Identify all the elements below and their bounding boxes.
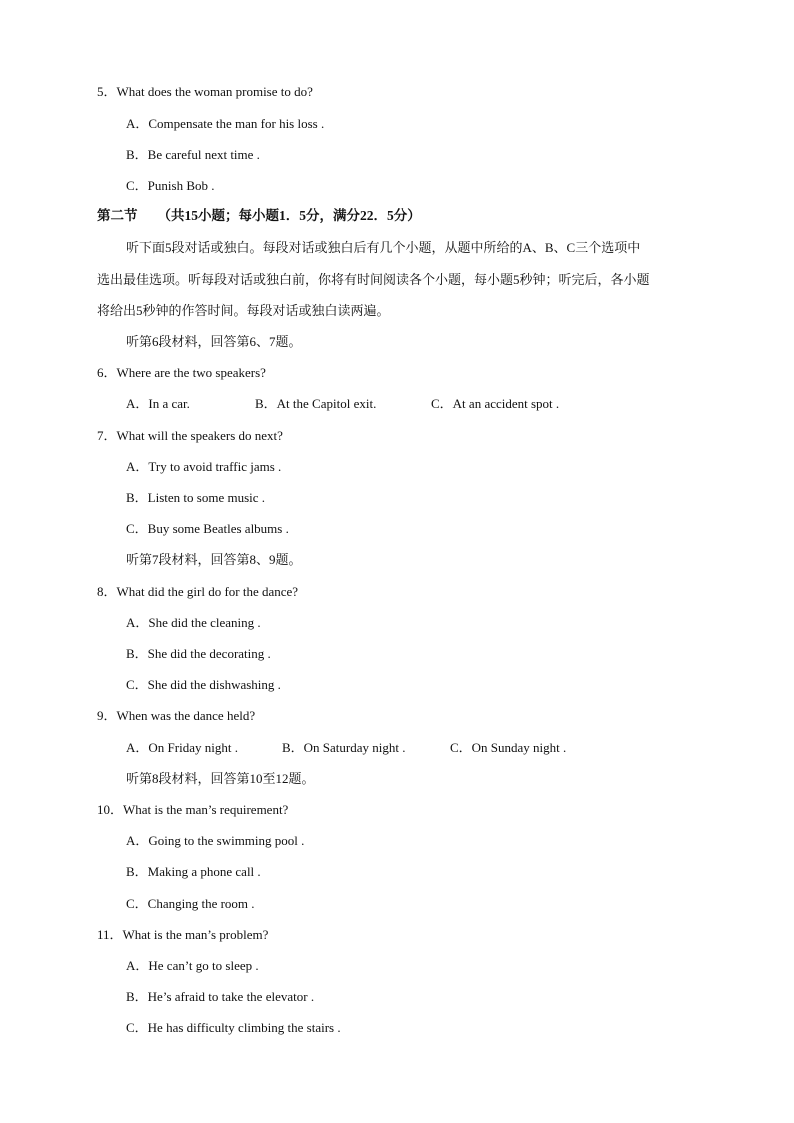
q6-option-b: B．At the Capitol exit. bbox=[255, 396, 377, 411]
q7-option-a: A．Try to avoid traffic jams . bbox=[126, 459, 282, 474]
question-11: 11．What is the man’s problem? bbox=[97, 927, 269, 942]
q11-option-a: A．He can’t go to sleep . bbox=[126, 958, 259, 973]
q8-option-b: B．She did the decorating . bbox=[126, 646, 271, 661]
material-8-heading: 听第8段材料，回答第10至12题。 bbox=[126, 771, 315, 786]
question-10: 10．What is the man’s requirement? bbox=[97, 802, 289, 817]
q10-option-c: C．Changing the room . bbox=[126, 896, 255, 911]
material-7-heading: 听第7段材料，回答第8、9题。 bbox=[126, 552, 302, 567]
q9-option-b: B．On Saturday night . bbox=[282, 740, 406, 755]
q7-option-c: C．Buy some Beatles albums . bbox=[126, 521, 289, 536]
q7-option-b: B．Listen to some music . bbox=[126, 490, 266, 505]
question-5: 5．What does the woman promise to do? bbox=[97, 84, 313, 99]
instructions-line-3: 将给出5秒钟的作答时间。每段对话或独白读两遍。 bbox=[97, 303, 390, 318]
q6-option-c: C．At an accident spot . bbox=[431, 396, 560, 411]
q11-option-c: C．He has difficulty climbing the stairs . bbox=[126, 1020, 341, 1035]
question-8: 8．What did the girl do for the dance? bbox=[97, 584, 299, 599]
instructions-line-2: 选出最佳选项。听每段对话或独白前，你将有时间阅读各个小题，每小题5秒钟；听完后，各小题 bbox=[97, 272, 650, 287]
q10-option-a: A．Going to the swimming pool . bbox=[126, 833, 305, 848]
question-6: 6．Where are the two speakers? bbox=[97, 365, 266, 380]
q6-option-a: A．In a car. bbox=[126, 396, 190, 411]
q11-option-b: B．He’s afraid to take the elevator . bbox=[126, 989, 315, 1004]
q5-option-c: C．Punish Bob . bbox=[126, 178, 215, 193]
section-note: （共15小题；每小题1．5分，满分22．5分） bbox=[157, 208, 421, 223]
q10-option-b: B．Making a phone call . bbox=[126, 864, 261, 879]
q9-option-a: A．On Friday night . bbox=[126, 740, 238, 755]
instructions-line-1: 听下面5段对话或独白。每段对话或独白后有几个小题，从题中所给的A、B、C三个选项中 bbox=[126, 240, 641, 255]
q5-option-a: A．Compensate the man for his loss . bbox=[126, 116, 325, 131]
question-7: 7．What will the speakers do next? bbox=[97, 428, 283, 443]
q9-option-c: C．On Sunday night . bbox=[450, 740, 567, 755]
q8-option-c: C．She did the dishwashing . bbox=[126, 677, 281, 692]
question-9: 9．When was the dance held? bbox=[97, 708, 256, 723]
q8-option-a: A．She did the cleaning . bbox=[126, 615, 261, 630]
section-heading bbox=[97, 208, 421, 224]
material-6-heading: 听第6段材料，回答第6、7题。 bbox=[126, 334, 302, 349]
section-title: 第二节 bbox=[97, 208, 138, 223]
q5-option-b: B．Be careful next time . bbox=[126, 147, 260, 162]
